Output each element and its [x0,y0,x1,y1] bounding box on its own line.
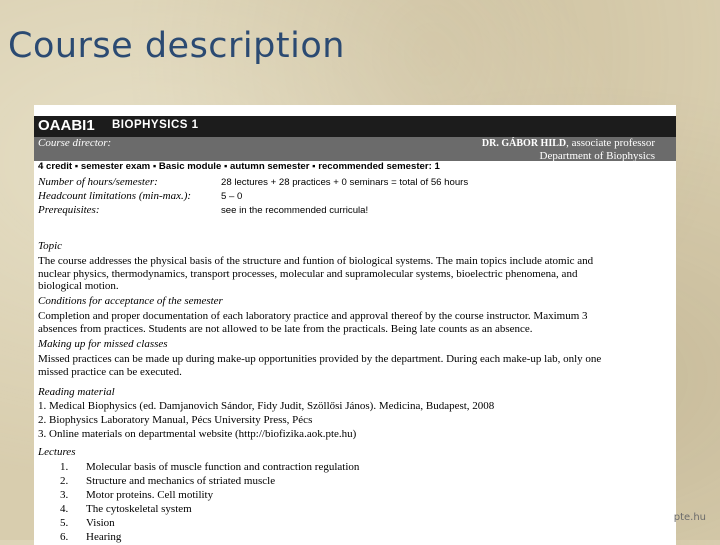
info-value: see in the recommended curricula! [221,205,369,216]
lecture-item [60,531,121,543]
lecture-title: Hearing [86,531,122,543]
slide-title: Course description [8,26,345,66]
section-heading-makeup: Making up for missed classes [38,338,168,350]
lecture-title: Structure and mechanics of striated muscle [86,475,276,487]
lecture-item [60,461,359,473]
lecture-number: 1. [60,461,69,473]
director-name: DR. GÁBOR HILD [481,138,567,149]
course-code: OAABI1 [38,117,95,134]
reading-item: 3. Online materials on departmental website (http://biofizika.aok.pte.hu) [38,428,357,440]
reading-item: 2. Biophysics Laboratory Manual, Pécs University Press, Pécs [38,414,313,426]
course-name: BIOPHYSICS 1 [112,119,199,131]
reading-item: 1. Medical Biophysics (ed. Damjanovich Sándor, Fidy Judit, Szöllősi János). Medicina, Budapest, 2008 [38,400,495,412]
lecture-number: 2. [60,475,69,487]
lecture-number: 5. [60,517,69,529]
course-document [34,105,676,545]
text-line: Completion and proper documentation of each laboratory practice and approval thereof by the course instructor. Maximum 3 [38,310,588,322]
info-row [38,190,242,202]
lecture-number: 4. [60,503,69,515]
info-label: Number of hours/semester: [38,176,158,188]
lecture-item [60,517,115,529]
lecture-title: Motor proteins. Cell motility [86,489,214,501]
course-header [34,116,676,137]
lecture-number: 3. [60,489,69,501]
director-bar [34,137,676,161]
lecture-title: The cytoskeletal system [86,503,192,515]
lecture-title: Vision [86,517,115,529]
text-line: The course addresses the physical basis of the structure and funtion of biological systems. The main topics include atomic and [38,255,594,267]
info-value: 28 lectures + 28 practices + 0 seminars = total of 56 hours [221,177,469,188]
info-label: Prerequisites: [38,204,100,216]
course-summary: 4 credit ▪ semester exam ▪ Basic module ▪ autumn semester ▪ recommended semester: 1 [38,161,440,172]
text-line: nuclear physics, thermodynamics, transport processes, molecular and supramolecular systems, bioelectric phenomena, and [38,267,578,280]
director-label: Course director: [38,137,112,149]
conditions-text [38,310,668,335]
lecture-item [60,475,275,487]
lecture-item [60,489,213,501]
text-line: missed practice can be executed. [38,365,182,378]
info-value: 5 – 0 [221,191,243,202]
topic-text [38,255,668,293]
director-title: , associate professor [566,137,655,149]
lecture-number: 6. [60,531,69,543]
lecture-item [60,503,192,515]
section-heading-lectures: Lectures [38,446,76,458]
info-label: Headcount limitations (min-max.): [38,190,192,202]
makeup-text [38,353,668,378]
text-line: biological motion. [38,280,119,292]
lecture-title: Molecular basis of muscle function and contraction regulation [86,461,360,473]
text-line: Missed practices can be made up during make-up opportunities provided by the department. During each make-up lab, only one [38,353,602,365]
footer-url: pte.hu [673,512,706,523]
director-department: Department of Biophysics [539,150,655,162]
section-heading-reading: Reading material [38,386,115,398]
section-heading-conditions: Conditions for acceptance of the semester [38,295,223,307]
info-row [38,176,468,188]
section-heading-topic: Topic [38,240,63,252]
director-info [482,137,655,162]
text-line: absences from practices. Students are not allowed to be late from the practicals. Being late counts as an absence. [38,322,533,335]
info-row [38,204,368,216]
